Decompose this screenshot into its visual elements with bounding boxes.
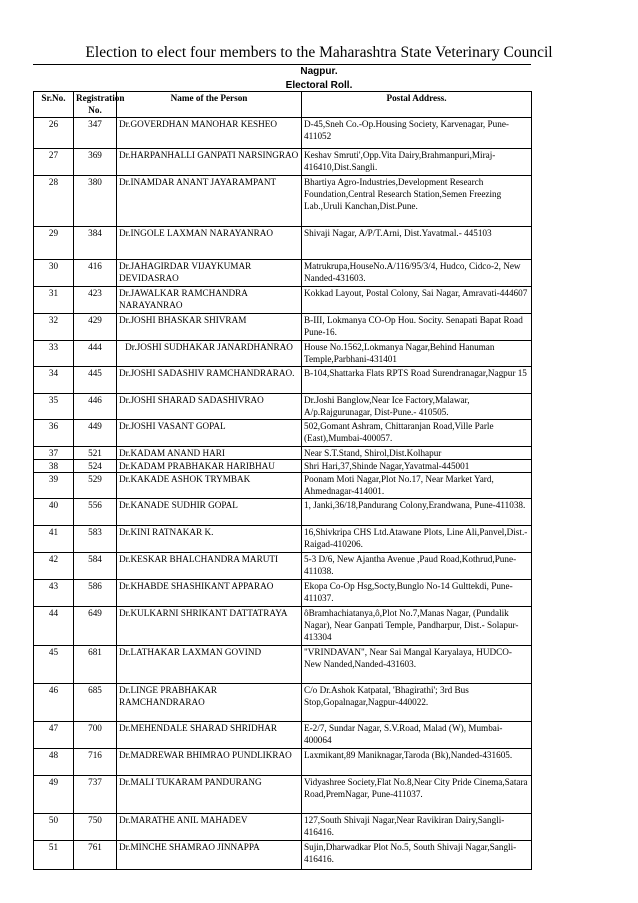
- registration-no-cell: 716: [74, 749, 117, 776]
- postal-address-cell: E-2/7, Sundar Nagar, S.V.Road, Malad (W), Mumbai-400064: [302, 722, 532, 749]
- table-body: [34, 118, 532, 870]
- registration-no-cell: 423: [74, 287, 117, 314]
- sr-no-cell: 48: [34, 749, 74, 776]
- electoral-roll-table: [33, 91, 532, 870]
- table-row: [34, 526, 532, 553]
- postal-address-cell: B-III, Lokmanya CO-Op Hou. Socity. Senapati Bapat Road Pune-16.: [302, 314, 532, 341]
- registration-no-cell: 449: [74, 420, 117, 447]
- sr-no-cell: 47: [34, 722, 74, 749]
- postal-address-cell: Vidyashree Society,Flat No.8,Near City Pride Cinema,Satara Road,PremNagar, Pune-411037.: [302, 776, 532, 814]
- person-name-cell: Dr.GOVERDHAN MANOHAR KESHEO: [117, 118, 302, 149]
- sr-no-cell: 40: [34, 499, 74, 526]
- postal-address-cell: "VRINDAVAN", Near Sai Mangal Karyalaya, HUDCO-New Nanded,Nanded-431603.: [302, 646, 532, 684]
- table-row: [34, 260, 532, 287]
- column-header-registration-no: Registration No.: [74, 92, 117, 118]
- table-row: [34, 580, 532, 607]
- registration-no-cell: 347: [74, 118, 117, 149]
- postal-address-cell: ôBramhachiatanya,ô,Plot No.7,Manas Nagar, (Pundalik Nagar), Near Ganpati Temple, Pandharpur, Dist.- Solapur-413304: [302, 607, 532, 646]
- person-name-cell: Dr.JAWALKAR RAMCHANDRA NARAYANRAO: [117, 287, 302, 314]
- person-name-cell: Dr.KANADE SUDHIR GOPAL: [117, 499, 302, 526]
- registration-no-cell: 369: [74, 149, 117, 176]
- table-row: [34, 227, 532, 260]
- sr-no-cell: 43: [34, 580, 74, 607]
- column-header-name: Name of the Person: [117, 92, 302, 118]
- registration-no-cell: 685: [74, 684, 117, 722]
- sr-no-cell: 36: [34, 420, 74, 447]
- table-row: [34, 149, 532, 176]
- postal-address-cell: B-104,Shattarka Flats RPTS Road Surendranagar,Nagpur 15: [302, 367, 532, 394]
- person-name-cell: Dr.MALI TUKARAM PANDURANG: [117, 776, 302, 814]
- person-name-cell: Dr.JOSHI SADASHIV RAMCHANDRARAO.: [117, 367, 302, 394]
- table-row: [34, 749, 532, 776]
- person-name-cell: Dr.HARPANHALLI GANPATI NARSINGRAO: [117, 149, 302, 176]
- postal-address-cell: Matrukrupa,HouseNo.A/116/95/3/4, Hudco, Cidco-2, New Nanded-431603.: [302, 260, 532, 287]
- table-row: [34, 314, 532, 341]
- sr-no-cell: 42: [34, 553, 74, 580]
- postal-address-cell: Sujin,Dharwadkar Plot No.5, South Shivaji Nagar,Sangli-416416.: [302, 841, 532, 870]
- table-row: [34, 176, 532, 227]
- table-row: [34, 553, 532, 580]
- person-name-cell: Dr.LATHAKAR LAXMAN GOVIND: [117, 646, 302, 684]
- table-row: [34, 367, 532, 394]
- person-name-cell: Dr.INAMDAR ANANT JAYARAMPANT: [117, 176, 302, 227]
- registration-no-cell: 586: [74, 580, 117, 607]
- sr-no-cell: 28: [34, 176, 74, 227]
- sr-no-cell: 31: [34, 287, 74, 314]
- title-rule: [33, 64, 531, 65]
- registration-no-cell: 737: [74, 776, 117, 814]
- postal-address-cell: House No.1562,Lokmanya Nagar,Behind Hanuman Temple,Parbhani-431401: [302, 341, 532, 367]
- sr-no-cell: 45: [34, 646, 74, 684]
- person-name-cell: Dr.JOSHI SUDHAKAR JANARDHANRAO: [117, 341, 302, 367]
- registration-no-cell: 429: [74, 314, 117, 341]
- person-name-cell: Dr.KAKADE ASHOK TRYMBAK: [117, 473, 302, 499]
- person-name-cell: Dr.KULKARNI SHRIKANT DATTATRAYA: [117, 607, 302, 646]
- table-row: [34, 841, 532, 870]
- table-row: [34, 776, 532, 814]
- roll-heading: Electoral Roll.: [285, 80, 353, 91]
- registration-no-cell: 584: [74, 553, 117, 580]
- sr-no-cell: 34: [34, 367, 74, 394]
- sr-no-cell: 33: [34, 341, 74, 367]
- table-row: [34, 473, 532, 499]
- person-name-cell: Dr.JOSHI BHASKAR SHIVRAM: [117, 314, 302, 341]
- registration-no-cell: 750: [74, 814, 117, 841]
- postal-address-cell: Dr.Joshi Banglow,Near Ice Factory,Malawar, A/p.Rajgurunagar, Dist-Pune.- 410505.: [302, 394, 532, 420]
- postal-address-cell: Laxmikant,89 Maniknagar,Taroda (Bk),Nanded-431605.: [302, 749, 532, 776]
- table-row: [34, 394, 532, 420]
- column-header-postal-address: Postal Address.: [302, 92, 532, 118]
- person-name-cell: Dr.KADAM ANAND HARI: [117, 447, 302, 460]
- table-row: [34, 722, 532, 749]
- sr-no-cell: 30: [34, 260, 74, 287]
- postal-address-cell: Near S.T.Stand, Shirol,Dist.Kolhapur: [302, 447, 532, 460]
- postal-address-cell: D-45,Sneh Co.-Op.Housing Society, Karvenagar, Pune-411052: [302, 118, 532, 149]
- sr-no-cell: 41: [34, 526, 74, 553]
- sr-no-cell: 39: [34, 473, 74, 499]
- registration-no-cell: 556: [74, 499, 117, 526]
- sr-no-cell: 37: [34, 447, 74, 460]
- person-name-cell: Dr.KINI RATNAKAR K.: [117, 526, 302, 553]
- postal-address-cell: Shri Hari,37,Shinde Nagar,Yavatmal-445001: [302, 460, 532, 473]
- person-name-cell: Dr.MARATHE ANIL MAHADEV: [117, 814, 302, 841]
- registration-no-cell: 444: [74, 341, 117, 367]
- sr-no-cell: 51: [34, 841, 74, 870]
- postal-address-cell: 1, Janki,36/18,Pandurang Colony,Erandwana, Pune-411038.: [302, 499, 532, 526]
- registration-no-cell: 524: [74, 460, 117, 473]
- table-row: [34, 607, 532, 646]
- registration-no-cell: 649: [74, 607, 117, 646]
- person-name-cell: Dr.MADREWAR BHIMRAO PUNDLIKRAO: [117, 749, 302, 776]
- person-name-cell: Dr.JAHAGIRDAR VIJAYKUMAR DEVIDASRAO: [117, 260, 302, 287]
- postal-address-cell: Ekopa Co-Op Hsg,Socty,Bunglo No-14 Gulttekdi, Pune-411037.: [302, 580, 532, 607]
- sr-no-cell: 44: [34, 607, 74, 646]
- table-row: [34, 684, 532, 722]
- person-name-cell: Dr.JOSHI SHARAD SADASHIVRAO: [117, 394, 302, 420]
- person-name-cell: Dr.INGOLE LAXMAN NARAYANRAO: [117, 227, 302, 260]
- sr-no-cell: 32: [34, 314, 74, 341]
- sr-no-cell: 35: [34, 394, 74, 420]
- table-row: [34, 499, 532, 526]
- registration-no-cell: 384: [74, 227, 117, 260]
- registration-no-cell: 380: [74, 176, 117, 227]
- city-heading: Nagpur.: [300, 66, 338, 77]
- person-name-cell: Dr.KADAM PRABHAKAR HARIBHAU: [117, 460, 302, 473]
- postal-address-cell: Shivaji Nagar, A/P/T.Arni, Dist.Yavatmal.- 445103: [302, 227, 532, 260]
- sr-no-cell: 38: [34, 460, 74, 473]
- registration-no-cell: 583: [74, 526, 117, 553]
- table-row: [34, 447, 532, 460]
- sr-no-cell: 46: [34, 684, 74, 722]
- registration-no-cell: 529: [74, 473, 117, 499]
- registration-no-cell: 446: [74, 394, 117, 420]
- postal-address-cell: 16,Shivkripa CHS Ltd.Atawane Plots, Line Ali,Panvel,Dist.- Raigad-410206.: [302, 526, 532, 553]
- person-name-cell: Dr.MINCHE SHAMRAO JINNAPPA: [117, 841, 302, 870]
- postal-address-cell: Poonam Moti Nagar,Plot No.17, Near Market Yard, Ahmednagar-414001.: [302, 473, 532, 499]
- registration-no-cell: 521: [74, 447, 117, 460]
- table-row: [34, 118, 532, 149]
- postal-address-cell: 5-3 D/6, New Ajantha Avenue ,Paud Road,Kothrud,Pune-411038.: [302, 553, 532, 580]
- table-row: [34, 814, 532, 841]
- table-row: [34, 420, 532, 447]
- postal-address-cell: C/o Dr.Ashok Katpatal, 'Bhagirathi'; 3rd Bus Stop,Gopalnagar,Nagpur-440022.: [302, 684, 532, 722]
- person-name-cell: Dr.KESKAR BHALCHANDRA MARUTI: [117, 553, 302, 580]
- registration-no-cell: 445: [74, 367, 117, 394]
- sr-no-cell: 29: [34, 227, 74, 260]
- registration-no-cell: 700: [74, 722, 117, 749]
- registration-no-cell: 681: [74, 646, 117, 684]
- postal-address-cell: 502,Gomant Ashram, Chittaranjan Road,Ville Parle (East),Mumbai-400057.: [302, 420, 532, 447]
- sr-no-cell: 50: [34, 814, 74, 841]
- table-row: [34, 646, 532, 684]
- table-header-row: [34, 92, 532, 118]
- table-row: [34, 341, 532, 367]
- person-name-cell: Dr.JOSHI VASANT GOPAL: [117, 420, 302, 447]
- sr-no-cell: 26: [34, 118, 74, 149]
- document-title: Election to elect four members to the Maharashtra State Veterinary Council: [85, 44, 553, 61]
- postal-address-cell: Keshav Smruti',Opp.Vita Dairy,Brahmanpuri,Miraj-416410,Dist.Sangli.: [302, 149, 532, 176]
- column-header-sr-no: Sr.No.: [34, 92, 74, 118]
- table-row: [34, 287, 532, 314]
- sr-no-cell: 27: [34, 149, 74, 176]
- sr-no-cell: 49: [34, 776, 74, 814]
- person-name-cell: Dr.KHABDE SHASHIKANT APPARAO: [117, 580, 302, 607]
- table-row: [34, 460, 532, 473]
- registration-no-cell: 761: [74, 841, 117, 870]
- postal-address-cell: Bhartiya Agro-Industries,Development Research Foundation,Central Research Station,Semen Freezing Lab.,Uruli Kanchan,Dist.Pune.: [302, 176, 532, 227]
- registration-no-cell: 416: [74, 260, 117, 287]
- postal-address-cell: Kokkad Layout, Postal Colony, Sai Nagar, Amravati-444607: [302, 287, 532, 314]
- postal-address-cell: 127,South Shivaji Nagar,Near Ravikiran Dairy,Sangli-416416.: [302, 814, 532, 841]
- person-name-cell: Dr.LINGE PRABHAKAR RAMCHANDRARAO: [117, 684, 302, 722]
- person-name-cell: Dr.MEHENDALE SHARAD SHRIDHAR: [117, 722, 302, 749]
